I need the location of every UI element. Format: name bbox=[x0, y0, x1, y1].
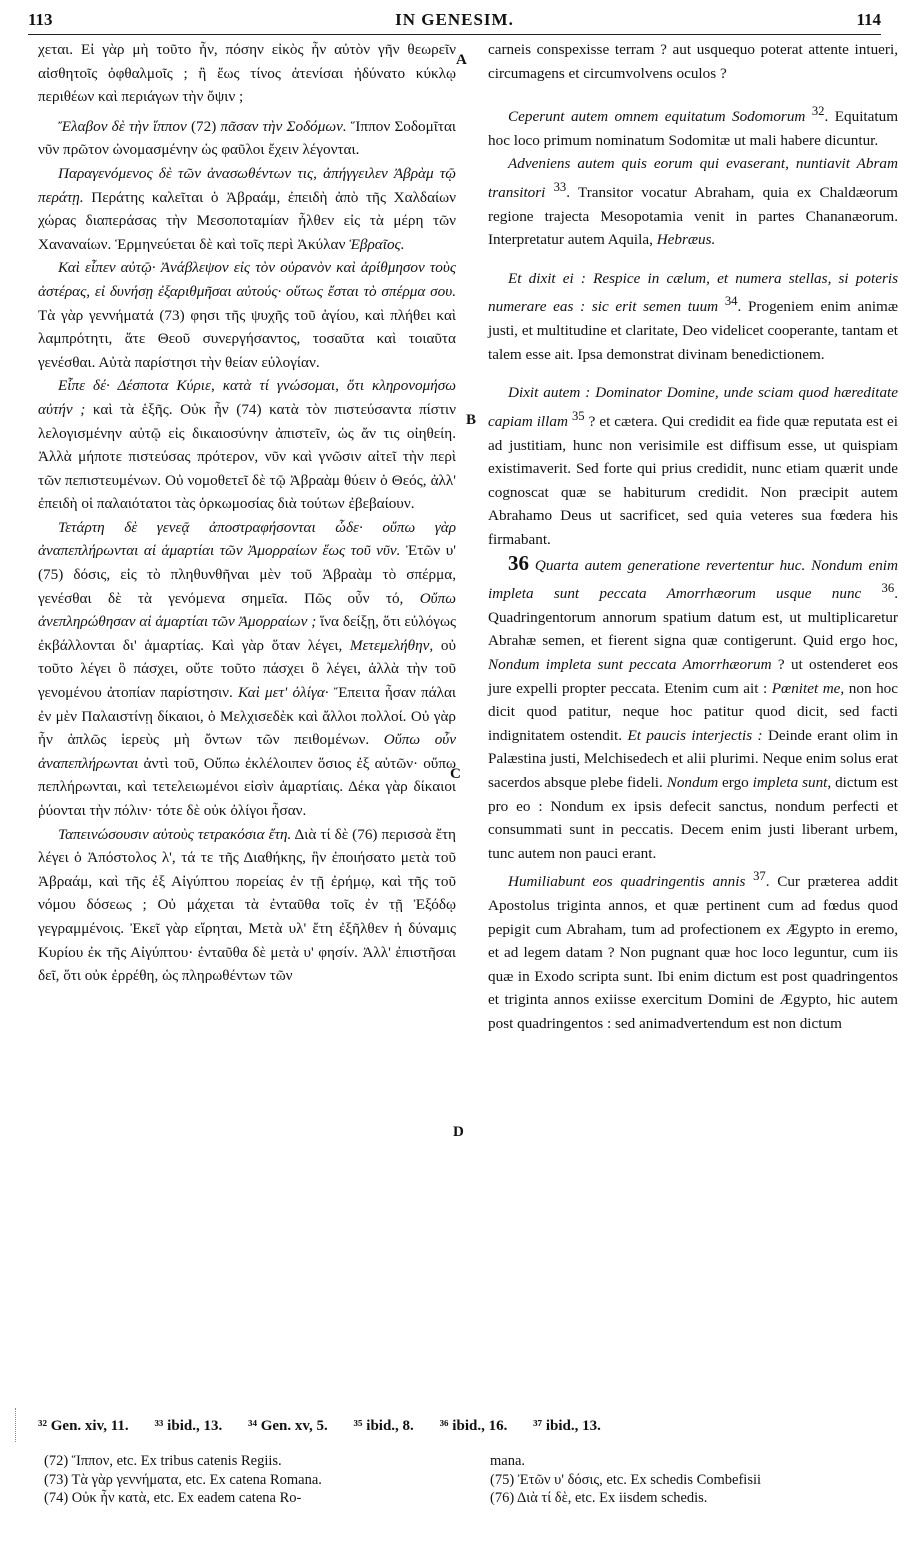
reference: ³⁵ ibid., 8. bbox=[353, 1418, 414, 1434]
margin-marker-c: C bbox=[450, 766, 461, 782]
latin-paragraph: Et dixit ei : Respice in cælum, et numera stellas, si poteris numerare eas : sic erit semen tuum $^{34}$. Progeniem enim animæ justi, et multitudine et claritate, Deo videlicet cooperante, tantam et talem esse ait. Ipsa demonstrat divinam benedictionem. bbox=[488, 269, 898, 363]
margin-marker-b: B bbox=[466, 412, 477, 428]
latin-paragraph: Adveniens autem quis eorum qui evaserant, nuntiavit Abram transitori $^{33}$. Transitor vocatur Abraham, quia ex Chaldæorum regione trajecta Mesopotamia venit in partes Chananæorum. Interpretatur autem Aquila, Hebræus. bbox=[488, 155, 898, 249]
greek-paragraph: χεται. Εἰ γὰρ μὴ τοῦτο ἦν, πόσην εἰκὸς ἦν αὐτὸν γῆν θεωρεῖν αἰσθητοῖς ὀφθαλμοῖς ; ἢ ἕως τίνος ἀτενίσαι ἠδύνατο κύκλῳ περιθέων καὶ περιάγων τὴν ὄψιν ; bbox=[38, 41, 456, 106]
note: (73) Τὰ γὰρ γεννήματα, etc. Ex catena Romana. bbox=[44, 1471, 322, 1488]
header-rule bbox=[28, 34, 881, 35]
running-title: IN GENESIM. bbox=[395, 10, 514, 29]
note: (72) Ἵππον, etc. Ex tribus catenis Regiis. bbox=[44, 1453, 282, 1469]
notes-right bbox=[490, 1452, 900, 1508]
latin-paragraph: Ceperunt autem omnem equitatum Sodomorum $^{32}$. Equitatum hoc loco primum nominatum Sodomitæ ut mali habere dicuntur. bbox=[488, 104, 899, 149]
greek-paragraph: Εἶπε δέ· Δέσποτα Κύριε, κατὰ τί γνώσομαι, ὅτι κληρονομήσω αὐτήν ; καὶ τὰ ἑξῆς. Οὐκ ἦν (74) κατὰ τὸν πιστεύσαντα πίστιν λελογισμένην αὐτῷ εἰς δικαιοσύνην ἀπιστεῖν, ὡς ἄν τις οἰηθείη. Ἀλλὰ μήποτε πιστεύσας πρότερον, νῦν καὶ γνῶσιν αἰτεῖ τὴν περὶ τῶν πεπιστευμένων. Οὐ νομοθετεῖ δὲ τῷ Ἀβραὰμ θύειν ὁ Θεός, ἀλλ' ἐπειδὴ οἱ παλαιότατοι τὰς ὁρκωμοσίας διὰ τούτων ἐβεβαίουν. bbox=[38, 377, 456, 513]
note: (74) Οὐκ ἦν κατὰ, etc. Ex eadem catena Ro- bbox=[44, 1490, 302, 1506]
reference: ³⁷ ibid., 13. bbox=[533, 1418, 601, 1434]
note: (76) Διὰ τί δὲ, etc. Ex iisdem schedis. bbox=[490, 1490, 708, 1506]
greek-paragraph: Ταπεινώσουσιν αὐτοὺς τετρακόσια ἔτη. Διὰ τί δὲ (76) περισσὰ ἔτη λέγει ὁ Ἀπόστολος λ', τά τε τῆς Διαθήκης, ἣν ἐποιήσατο μετὰ τοῦ Ἀβραάμ, καὶ τῆς ἐξ Αἰγύπτου πορείας ἐν τῇ ἐρήμῳ, καὶ τῆς τοῦ νόμου δόσεως ; Οὐ μάχεται τὰ ἐνταῦθα τοῖς ἐν τῇ Ἐξόδῳ γεγραμμένοις. Ἐκεῖ γὰρ εἴρηται, Μετὰ υλ' ἔτη ἐξῆλθεν ἡ δύναμις Κυρίου ἐκ τῆς Αἰγύπτου· ἐνταῦθα δὲ μετὰ υ' φησίν. Ἀλλ' ἐπιστῆσαι δεῖ, ὅτι οὐκ ἐρρέθη, ὡς πληρωθέντων τῶν bbox=[38, 825, 457, 985]
greek-paragraph: Ἔλαβον δὲ τὴν ἵππον (72) πᾶσαν τὴν Σοδόμων. Ἵππον Σοδομῖται νῦν πρῶτον ὠνομασμένην ὡς φαῦλοι ἔχειν λέγονται. bbox=[38, 117, 456, 159]
page-number-left: 113 bbox=[28, 10, 53, 29]
running-header bbox=[28, 10, 881, 32]
reference: ³² Gen. xiv, 11. bbox=[38, 1418, 129, 1434]
page-number-right: 114 bbox=[856, 10, 881, 29]
latin-paragraph: carneis conspexisse terram ? aut usquequo poterat attente intueri, circumagens et circumvolvens oculos ? bbox=[488, 41, 898, 82]
greek-paragraph: Καὶ εἶπεν αὐτῷ· Ἀνάβλεψον εἰς τὸν οὐρανὸν καὶ ἀρίθμησον τοὺς ἀστέρας, εἰ δυνήσῃ ἐξαριθμῆσαι αὐτούς· οὕτως ἔσται τὸ σπέρμα σου. Τὰ γὰρ γεννήματά (73) φησι τῆς ψυχῆς τοῦ ἁγίου, καὶ πλήθει καὶ λαμπρότητι, ἅτε Θεοῦ συνεργήσαντος, τοσαῦτα καὶ τοιαῦτα γενέσθαι. Αὐτὰ παρίστησι τὴν θείαν εὐλογίαν. bbox=[38, 259, 456, 371]
reference: ³⁶ ibid., 16. bbox=[439, 1418, 508, 1434]
reference: ³⁴ Gen. xv, 5. bbox=[247, 1418, 328, 1434]
latin-paragraph: Humiliabunt eos quadringentis annis $^{37}$. Cur præterea addit Apostolus triginta annos, et quæ pertinent cum ad fœdus quod pepigit cum Abraham, tum ad profectionem ex Ægypto in eremo, et ad legem datam ? Non pugnant quæ hoc loco leguntur, cum iis quæ in Exodo scripta sunt. Ibi enim dictum est post quadringentos et triginta annos exiisse exercitum Domini de Ægypto, hic autem post quadringentos : sed animadvertendum est non dictum bbox=[488, 869, 898, 1032]
margin-marker-d: D bbox=[453, 1124, 464, 1140]
latin-paragraph: Dixit autem : Dominator Domine, unde sciam quod hæreditate capiam illam $^{35}$ ? et cætera. Qui credidit ea fide quæ reputata est ei ad justitiam, hunc non verisimile est diffisum esse, ut quispiam existimaverit. Sed forte qui prius credidit, nunc etiam quærit unde cognoscat quæ se habiturum credidit. Non præcipit autem Abrahamo Deus ut sacrificet, sed quia veteres sua fœdera his firmabant. bbox=[488, 384, 898, 548]
note: mana. bbox=[490, 1453, 526, 1469]
section-number: 36 bbox=[508, 550, 529, 575]
notes-left bbox=[44, 1452, 464, 1508]
margin-marker-a: A bbox=[456, 52, 467, 68]
latin-paragraph: 36 Quarta autem generatione revertentur huc. Nondum enim impleta sunt peccata Amorrhæorum usque nunc $^{36}$. Quadringentorum annorum spatium datum est, ut multiplicaretur Abrahæ semen, et fierent signa quæ contigerunt. Quid ergo hoc, Nondum impleta sunt peccata Amorrhæorum ? ut ostenderet eos jure expelli propter peccata. Etenim cum ait : Pœnitet me, non hoc dicit quod patitur, neque hoc patitur quod dicit, sed facti indignitatem ostendit. Et paucis interjectis : Deinde erant olim in Palæstina justi, Melchisedech et alii plurimi. Neque enim solus erat sacerdos absque plebe fideli. Nondum ergo impleta sunt, dictum est pro eo : Nondum ex ipsis defecit sanctus, nondum perfecti et consummati sunt in peccatis. Decem enim justi liberant urbem, tunc autem non pauci erant. bbox=[488, 550, 899, 862]
greek-paragraph: Τετάρτη δὲ γενεᾷ ἀποστραφήσονται ὧδε· οὔπω γὰρ ἀναπεπλήρωνται αἱ ἁμαρτίαι τῶν Ἀμορραίων ἕως τοῦ νῦν. Ἐτῶν υ' (75) δόσις, εἰς τὸ πληθυνθῆναι μὲν τοῦ Ἀβραὰμ τὸ σπέρμα, γενέσθαι δὲ τὰ γενόμενα σημεῖα. Πῶς οὖν τό, Οὔπω ἀνεπληρώθησαν αἱ ἁμαρτίαι τῶν Ἀμορραίων ; ἵνα δείξῃ, ὅτι εὐλόγως ἐκβάλλονται δι' ἁμαρτίας. Καὶ γὰρ ὅταν λέγει, Μετεμελήθην, οὐ τοῦτο λέγει ὃ πάσχει, οὔτε τοῦτο πάσχει ὃ λέγει, ἀλλὰ τὴν τοῦ γενομένου ἀτοπίαν παρίστησιν. Καὶ μετ' ὀλίγα· Ἔπειτα ἦσαν πάλαι ἐν μὲν Παλαιστίνῃ δίκαιοι, ὁ Μελχισεδὲκ καὶ ἄλλοι πολλοί. Οὐ γὰρ ἦν ἁπλῶς ἱερεὺς μὴ ὄντων τῶν πειθομένων. Οὔπω οὖν ἀναπεπλήρωνται ἀντὶ τοῦ, Οὔπω ἐκλέλοιπεν ὅσιος ἐξ αὐτῶν· οὔπω πεπλήρωνται, καὶ τετελειωμένοι εἰσὶν ἁμαρτίαις. Δέκα γὰρ δίκαιοι ῥύονται τὴν πόλιν· τότε δὲ οὐκ ὀλίγοι ἦσαν. bbox=[38, 518, 456, 819]
margin-rule bbox=[15, 1408, 16, 1442]
note: (75) Ἐτῶν υ' δόσις, etc. Ex schedis Combefisii bbox=[490, 1471, 762, 1488]
latin-column bbox=[488, 38, 898, 1036]
greek-paragraph: Παραγενόμενος δὲ τῶν ἀνασωθέντων τις, ἀπήγγειλεν Ἀβρὰμ τῷ περάτῃ. Περάτης καλεῖται ὁ Ἀβραάμ, ἐπειδὴ ἀπὸ τῆς Χαλδαίων χώρας διαπεράσας τὴν Μεσοποταμίαν ἦλθεν εἰς τὰ μέρη τῶν Χαναναίων. Ἑρμηνεύεται δὲ καὶ τοῖς περὶ Ἀκύλαν Ἑβραῖος. bbox=[38, 164, 456, 253]
greek-column bbox=[38, 38, 456, 988]
reference: ³³ ibid., 13. bbox=[154, 1418, 223, 1434]
scripture-references bbox=[38, 1418, 898, 1435]
